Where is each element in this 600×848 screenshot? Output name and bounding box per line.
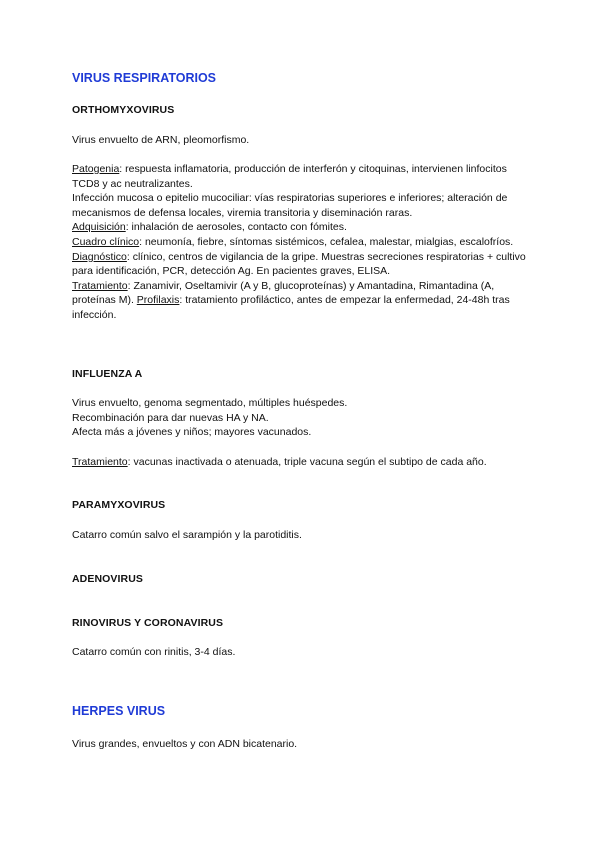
tratamiento-paragraph — [72, 279, 532, 323]
heading-adenovirus: ADENOVIRUS — [72, 573, 144, 585]
section-title-virus-respiratorios: VIRUS RESPIRATORIOS — [72, 71, 217, 85]
heading-orthomyxovirus: ORTHOMYXOVIRUS — [72, 104, 175, 116]
influenza-a-line-3: Afecta más a jóvenes y niños; mayores vacunados. — [72, 426, 312, 439]
patogenia-text: : respuesta inflamatoria, producción de interferón y citoquinas, intervienen linfocitos TCD8 y ac neutralizantes. — [72, 163, 507, 190]
influenza-a-body — [72, 396, 532, 440]
infeccion-paragraph: Infección mucosa o epitelio mucociliar: vías respiratorias superiores e inferiores; alteración de mecanismos de defensa locales, viremia transitoria y diseminación raras. — [72, 192, 508, 219]
cuadro-clinico-label: Cuadro clínico — [72, 235, 140, 248]
diagnostico-label: Diagnóstico — [72, 250, 127, 263]
influenza-a-line-1: Virus envuelto, genoma segmentado, múltiples huéspedes. — [72, 397, 348, 409]
influenza-tratamiento-text: : vacunas inactivada o atenuada, triple vacuna según el subtipo de cada año. — [127, 456, 487, 468]
heading-paramyxovirus: PARAMYXOVIRUS — [72, 499, 166, 511]
herpes-virus-text: Virus grandes, envueltos y con ADN bicatenario. — [72, 738, 298, 750]
paramyxovirus-text: Catarro común salvo el sarampión y la parotiditis. — [72, 529, 302, 541]
profilaxis-label: Profilaxis — [136, 294, 180, 307]
patogenia-label: Patogenia — [72, 163, 120, 175]
diagnostico-paragraph — [72, 250, 532, 279]
influenza-a-line-2: Recombinación para dar nuevas HA y NA. — [72, 411, 269, 424]
diagnostico-text: : clínico, centros de vigilancia de la gripe. Muestras secreciones respiratorias + cultivo para identificación, PCR, detección Ag. En pacientes graves, ELISA. — [72, 250, 526, 278]
rinovirus-text: Catarro común con rinitis, 3-4 días. — [72, 646, 236, 658]
heading-influenza-a: INFLUENZA A — [72, 368, 143, 380]
orthomyxovirus-details — [72, 162, 532, 323]
tratamiento-label: Tratamiento — [72, 279, 128, 292]
heading-rinovirus-coronavirus: RINOVIRUS Y CORONAVIRUS — [72, 617, 224, 629]
adquisicion-label: Adquisición — [72, 221, 126, 234]
profilaxis-text: : tratamiento profiláctico, antes de empezar la enfermedad, 24-48h tras infección. — [72, 294, 510, 321]
orthomyxovirus-intro: Virus envuelto de ARN, pleomorfismo. — [72, 134, 250, 146]
cuadro-clinico-paragraph — [72, 235, 532, 250]
influenza-a-tratamiento — [72, 455, 532, 470]
tratamiento-text: : Zanamivir, Oseltamivir (A y B, glucoproteínas) y Amantadina, Rimantadina (A, proteínas M). — [72, 279, 495, 307]
adquisicion-paragraph — [72, 220, 532, 235]
influenza-tratamiento-label: Tratamiento — [72, 456, 128, 468]
patogenia-paragraph — [72, 162, 532, 191]
cuadro-clinico-text: : neumonía, fiebre, síntomas sistémicos, cefalea, malestar, mialgias, escalofríos. — [139, 235, 514, 248]
adquisicion-text: : inhalación de aerosoles, contacto con fómites. — [125, 221, 347, 234]
section-title-herpes-virus: HERPES VIRUS — [72, 704, 166, 718]
